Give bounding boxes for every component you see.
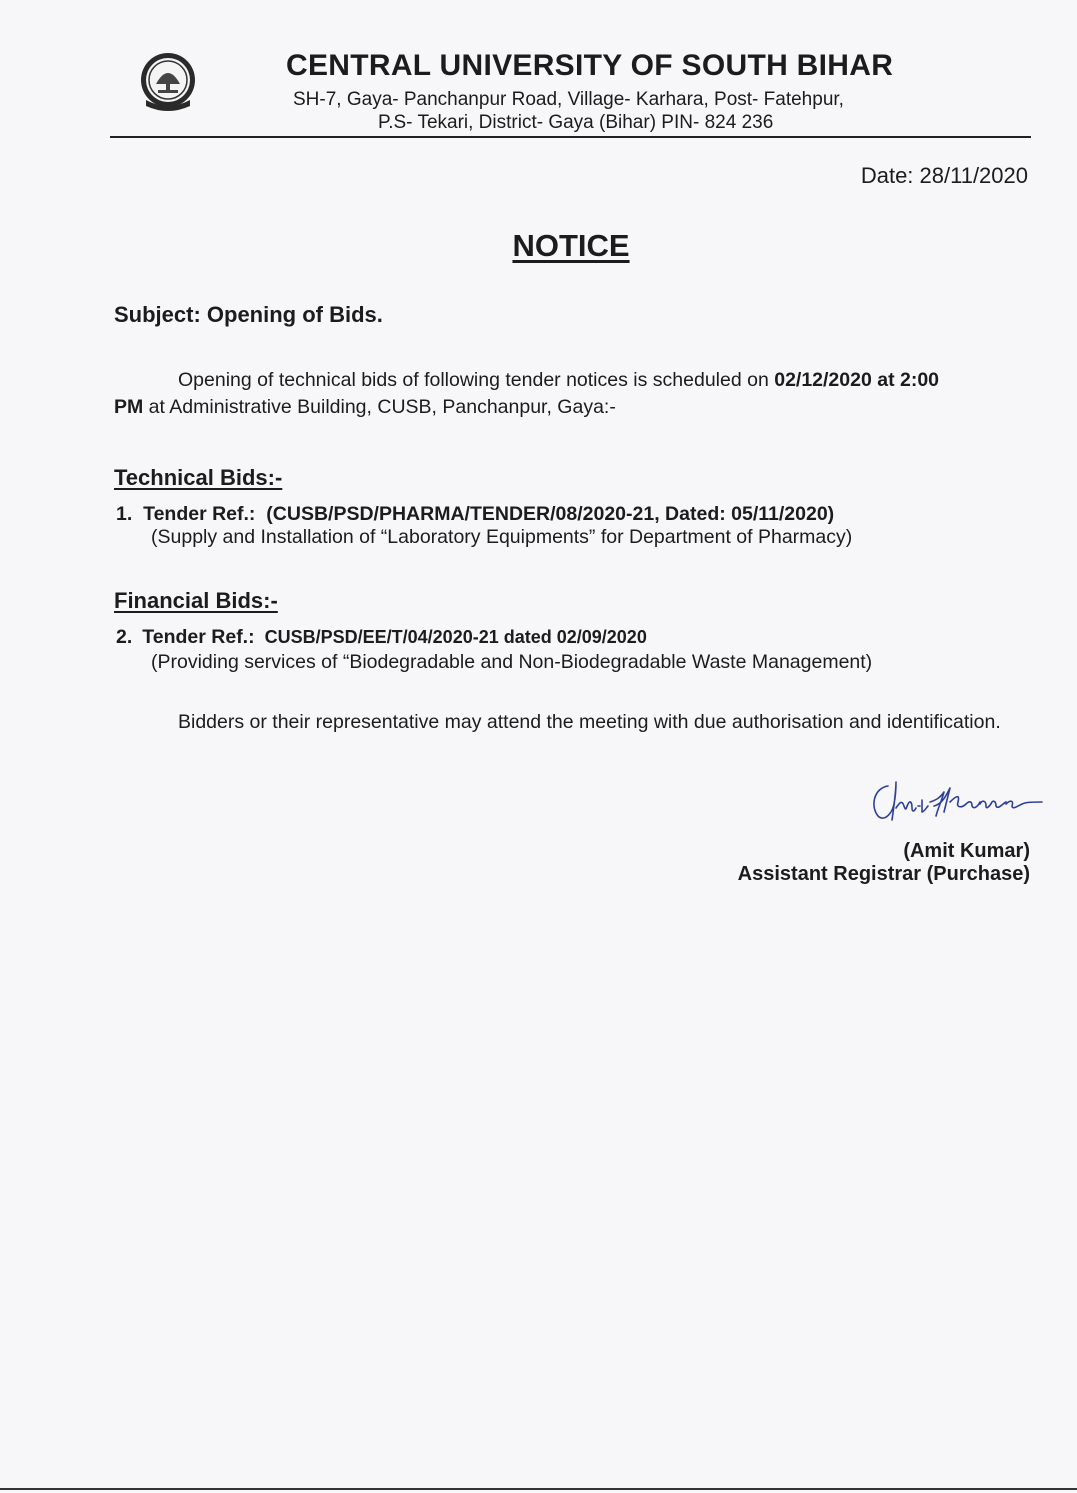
university-seal-icon	[136, 50, 200, 114]
tender-ref-label: Tender Ref.:	[142, 626, 255, 648]
tender-ref-value: (CUSB/PSD/PHARMA/TENDER/08/2020-21, Dated: 05/11/2020)	[266, 503, 835, 525]
notice-title: NOTICE	[512, 228, 630, 263]
signatory-title: Assistant Registrar (Purchase)	[737, 863, 1030, 885]
signatory-name: (Amit Kumar)	[903, 840, 1030, 862]
intro-text-after: at Administrative Building, CUSB, Panchanpur, Gaya:-	[143, 396, 616, 418]
header-divider	[110, 136, 1031, 138]
item-number: 1.	[116, 503, 133, 525]
closing-text: Bidders or their representative may attend the meeting with due authorisation and identification.	[178, 711, 1001, 733]
intro-text-before: Opening of technical bids of following tender notices is scheduled on	[178, 369, 775, 391]
tender-ref-label: Tender Ref.:	[143, 503, 256, 525]
university-name: CENTRAL UNIVERSITY OF SOUTH BIHAR	[286, 49, 894, 82]
schedule-date: 02/12/2020 at 2:00	[774, 369, 940, 391]
signature-mark	[866, 772, 1072, 832]
technical-tender-description: (Supply and Installation of “Laboratory Equipments” for Department of Pharmacy)	[151, 526, 853, 548]
notice-date: Date: 28/11/2020	[860, 163, 1028, 188]
page-bottom-edge	[0, 1488, 1077, 1490]
financial-tender-ref	[116, 626, 647, 649]
technical-tender-ref	[116, 503, 834, 526]
tender-ref-value: CUSB/PSD/EE/T/04/2020-21 dated 02/09/2020	[264, 627, 647, 647]
technical-bids-heading: Technical Bids:-	[114, 465, 283, 490]
address-line-2: P.S- Tekari, District- Gaya (Bihar) PIN- 824 236	[378, 112, 774, 133]
financial-tender-description: (Providing services of “Biodegradable and Non-Biodegradable Waste Management)	[151, 651, 873, 673]
intro-paragraph	[114, 367, 1029, 421]
closing-paragraph	[114, 709, 1029, 736]
address-line-1: SH-7, Gaya- Panchanpur Road, Village- Karhara, Post- Fatehpur,	[293, 89, 844, 110]
financial-bids-heading: Financial Bids:-	[114, 588, 278, 613]
subject-line: Subject: Opening of Bids.	[114, 302, 383, 327]
item-number: 2.	[116, 626, 133, 648]
schedule-pm: PM	[114, 396, 144, 418]
